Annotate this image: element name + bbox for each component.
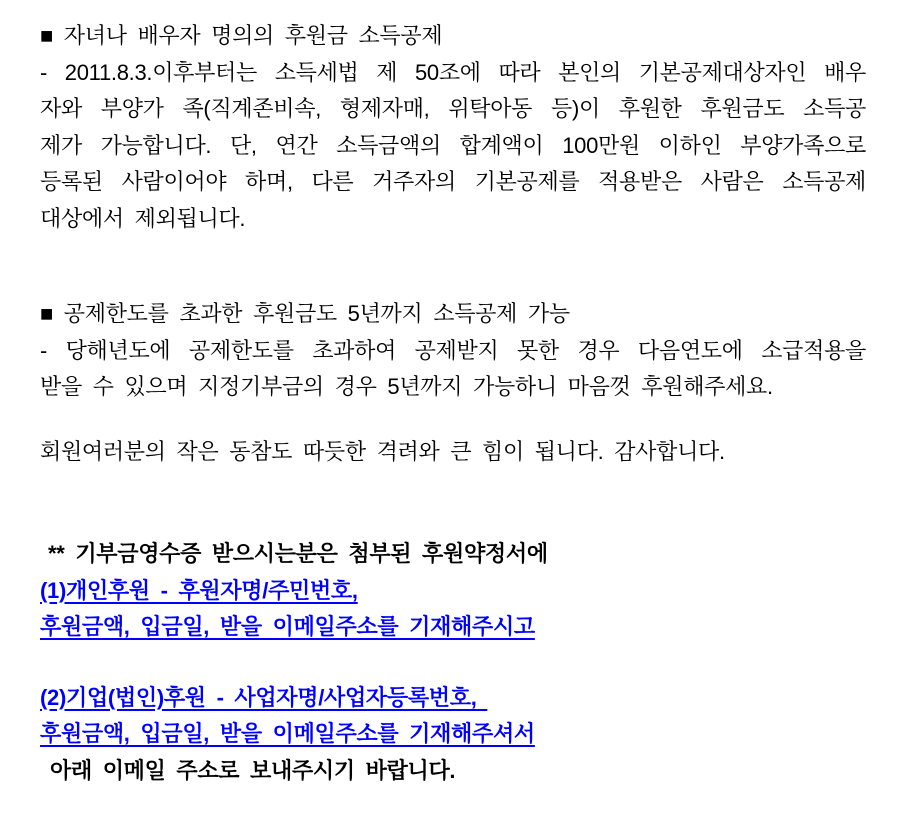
section-heading-family-deduction: ■ 자녀나 배우자 명의의 후원금 소득공제 <box>40 23 443 48</box>
section-heading-carryover-deduction: ■ 공제한도를 초과한 후원금도 5년까지 소득공제 가능 <box>40 301 570 326</box>
individual-donation-instruction-line <box>40 609 866 646</box>
individual-donation-instruction-line <box>40 573 866 610</box>
corporate-donation-instruction-text: 후원금액, 입금일, 받을 이메일주소를 기재해주셔서 <box>40 721 535 746</box>
corporate-instruction-group <box>40 680 866 790</box>
section-receipt-instructions <box>40 536 866 789</box>
corporate-donation-instruction-line <box>40 680 866 717</box>
corporate-donation-instruction-text: (2)기업(법인)후원 - 사업자명/사업자등록번호, <box>40 684 488 710</box>
email-send-instruction: 아래 이메일 주소로 보내주시기 바랍니다. <box>50 757 456 783</box>
receipt-instruction-heading: ** 기부금영수증 받으시는분은 첨부된 후원약정서에 <box>48 541 548 566</box>
section-thanks <box>40 434 866 471</box>
body-text-line: 대상에서 제외됩니다. <box>40 205 246 231</box>
body-text-line: 받을 수 있으며 지정기부금의 경우 5년까지 가능하니 마음껏 후원해주세요. <box>40 374 773 399</box>
section-carryover-deduction <box>40 296 866 406</box>
corporate-donation-instruction-line <box>40 716 866 753</box>
section-family-deduction <box>40 18 866 237</box>
body-text-line: 제가 가능합니다. 단, 연간 소득금액의 합계액이 100만원 이하인 부양가족으로 <box>40 132 866 158</box>
body-text-line: 등록된 사람이어야 하며, 다른 거주자의 기본공제를 적용받은 사람은 소득공제 <box>40 169 866 194</box>
individual-donation-instruction-text: 후원금액, 입금일, 받을 이메일주소를 기재해주시고 <box>40 614 535 639</box>
individual-donation-instruction-text: (1)개인후원 - 후원자명/주민번호, <box>40 577 358 603</box>
thanks-message: 회원여러분의 작은 동참도 따듯한 격려와 큰 힘이 됩니다. 감사합니다. <box>40 438 725 464</box>
body-text-line: - 2011.8.3.이후부터는 소득세법 제 50조에 따라 본인의 기본공제대상자인 배우 <box>40 59 866 85</box>
body-text-line: 자와 부양가 족(직계존비속, 형제자매, 위탁아동 등)이 후원한 후원금도 소득공 <box>40 96 866 121</box>
body-text-line: - 당해년도에 공제한도를 초과하여 공제받지 못한 경우 다음연도에 소급적용을 <box>40 337 866 363</box>
